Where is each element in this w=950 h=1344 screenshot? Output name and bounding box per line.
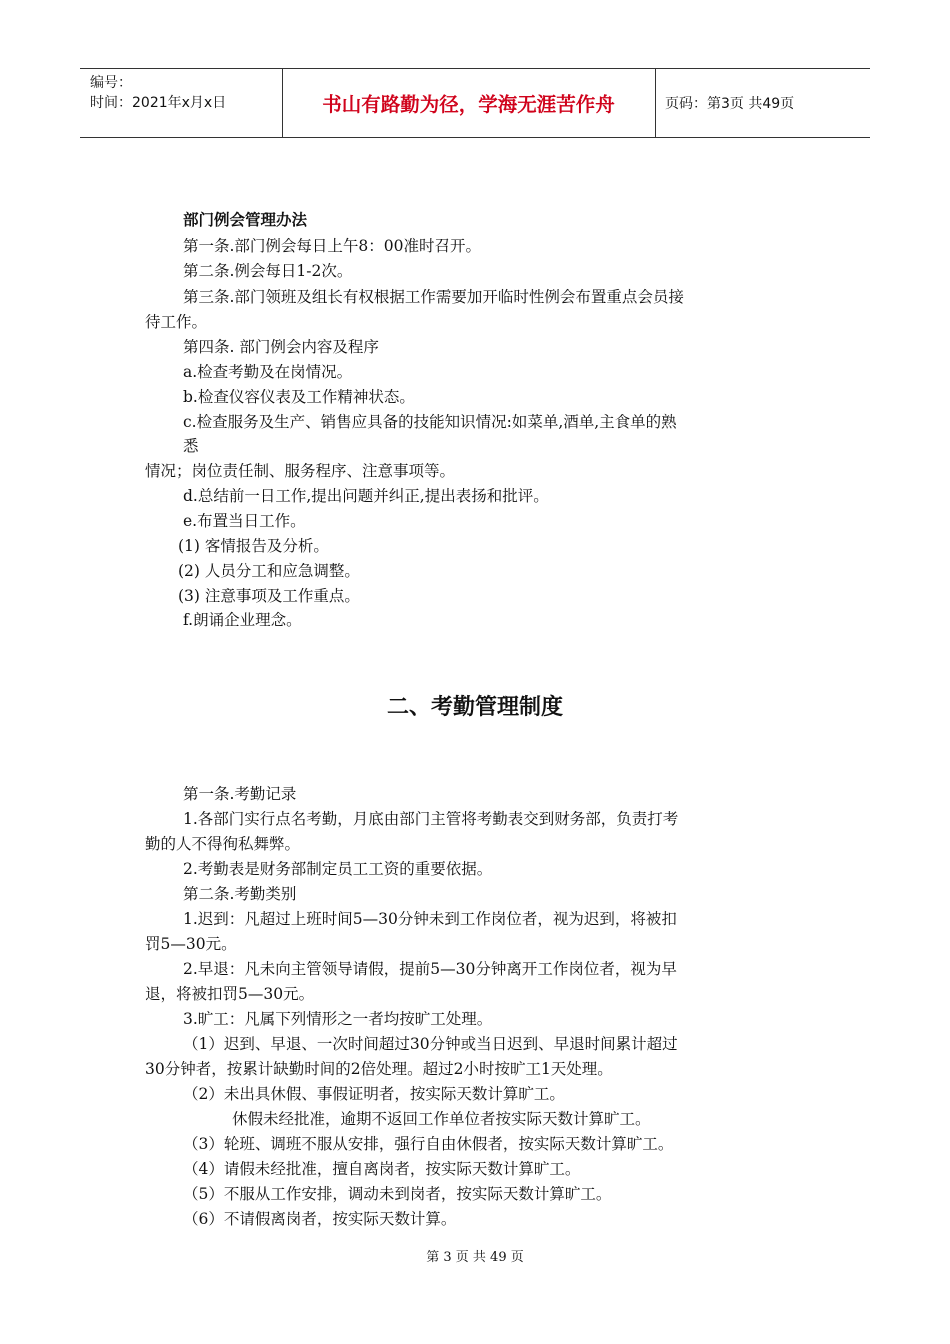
text-line: f.朗诵企业理念。 <box>183 611 302 629</box>
section-title: 部门例会管理办法 <box>183 211 308 229</box>
text-line: 1.各部门实行点名考勤，月底由部门主管将考勤表交到财务部，负责打考 <box>183 810 679 828</box>
text-line: e.布置当日工作。 <box>183 512 306 530</box>
text-line: 30分钟者，按累计缺勤时间的2倍处理。超过2小时按旷工1天处理。 <box>145 1060 613 1078</box>
text-line: 第二条.例会每日1-2次。 <box>183 262 353 280</box>
text-line: 第一条.部门例会每日上午8：00准时召开。 <box>183 237 482 255</box>
text-line: b.检查仪容仪表及工作精神状态。 <box>183 388 415 406</box>
section-heading: 二、考勤管理制度 <box>386 695 563 720</box>
text-line: 2.早退：凡未向主管领导请假，提前5—30分钟离开工作岗位者，视为早 <box>183 960 677 978</box>
text-line: 2.考勤表是财务部制定员工工资的重要依据。 <box>183 860 493 878</box>
text-line: 悉 <box>183 437 199 455</box>
text-line: (1) 客情报告及分析。 <box>178 537 329 555</box>
text-line: 1.迟到：凡超过上班时间5—30分钟未到工作岗位者，视为迟到，将被扣 <box>183 910 677 928</box>
page-info: 页码：第3页 共49页 <box>665 96 795 112</box>
number-label: 编号： <box>90 75 132 91</box>
text-line: 退，将被扣罚5—30元。 <box>145 985 315 1003</box>
text-line: a.检查考勤及在岗情况。 <box>183 363 353 381</box>
header-table <box>80 68 870 138</box>
date-label: 时间：2021年x月x日 <box>90 95 227 111</box>
page-footer: 第 3 页 共 49 页 <box>426 1250 524 1265</box>
text-line: 第二条.考勤类别 <box>183 885 297 903</box>
text-line: 休假未经批准，逾期不返回工作单位者按实际天数计算旷工。 <box>232 1110 651 1128</box>
text-line: c.检查服务及生产、销售应具备的技能知识情况:如菜单,酒单,主食单的熟 <box>183 413 677 431</box>
text-line: 第一条.考勤记录 <box>183 785 297 803</box>
text-line: （5）不服从工作安排，调动未到岗者，按实际天数计算旷工。 <box>183 1185 612 1203</box>
text-line: 第三条.部门领班及组长有权根据工作需要加开临时性例会布置重点会员接 <box>183 288 684 306</box>
text-line: （4）请假未经批准，擅自离岗者，按实际天数计算旷工。 <box>183 1160 581 1178</box>
text-line: （6）不请假离岗者，按实际天数计算。 <box>183 1210 457 1228</box>
motto: 书山有路勤为径，学海无涯苦作舟 <box>282 69 656 137</box>
text-line: 3.旷工：凡属下列情形之一者均按旷工处理。 <box>183 1010 493 1028</box>
text-line: 第四条. 部门例会内容及程序 <box>183 338 379 356</box>
text-line: 勤的人不得徇私舞弊。 <box>145 835 301 853</box>
text-line: （2）未出具休假、事假证明者，按实际天数计算旷工。 <box>183 1085 565 1103</box>
text-line: 情况；岗位责任制、服务程序、注意事项等。 <box>145 462 456 480</box>
text-line: 待工作。 <box>145 313 208 331</box>
text-line: 罚5—30元。 <box>145 935 237 953</box>
text-line: （1）迟到、早退、一次时间超过30分钟或当日迟到、早退时间累计超过 <box>183 1035 678 1053</box>
text-line: d.总结前一日工作,提出问题并纠正,提出表扬和批评。 <box>183 487 549 505</box>
text-line: (3) 注意事项及工作重点。 <box>178 587 360 605</box>
text-line: （3）轮班、调班不服从安排，强行自由休假者，按实际天数计算旷工。 <box>183 1135 674 1153</box>
header-meta-cell <box>80 69 283 137</box>
text-line: (2) 人员分工和应急调整。 <box>178 562 360 580</box>
